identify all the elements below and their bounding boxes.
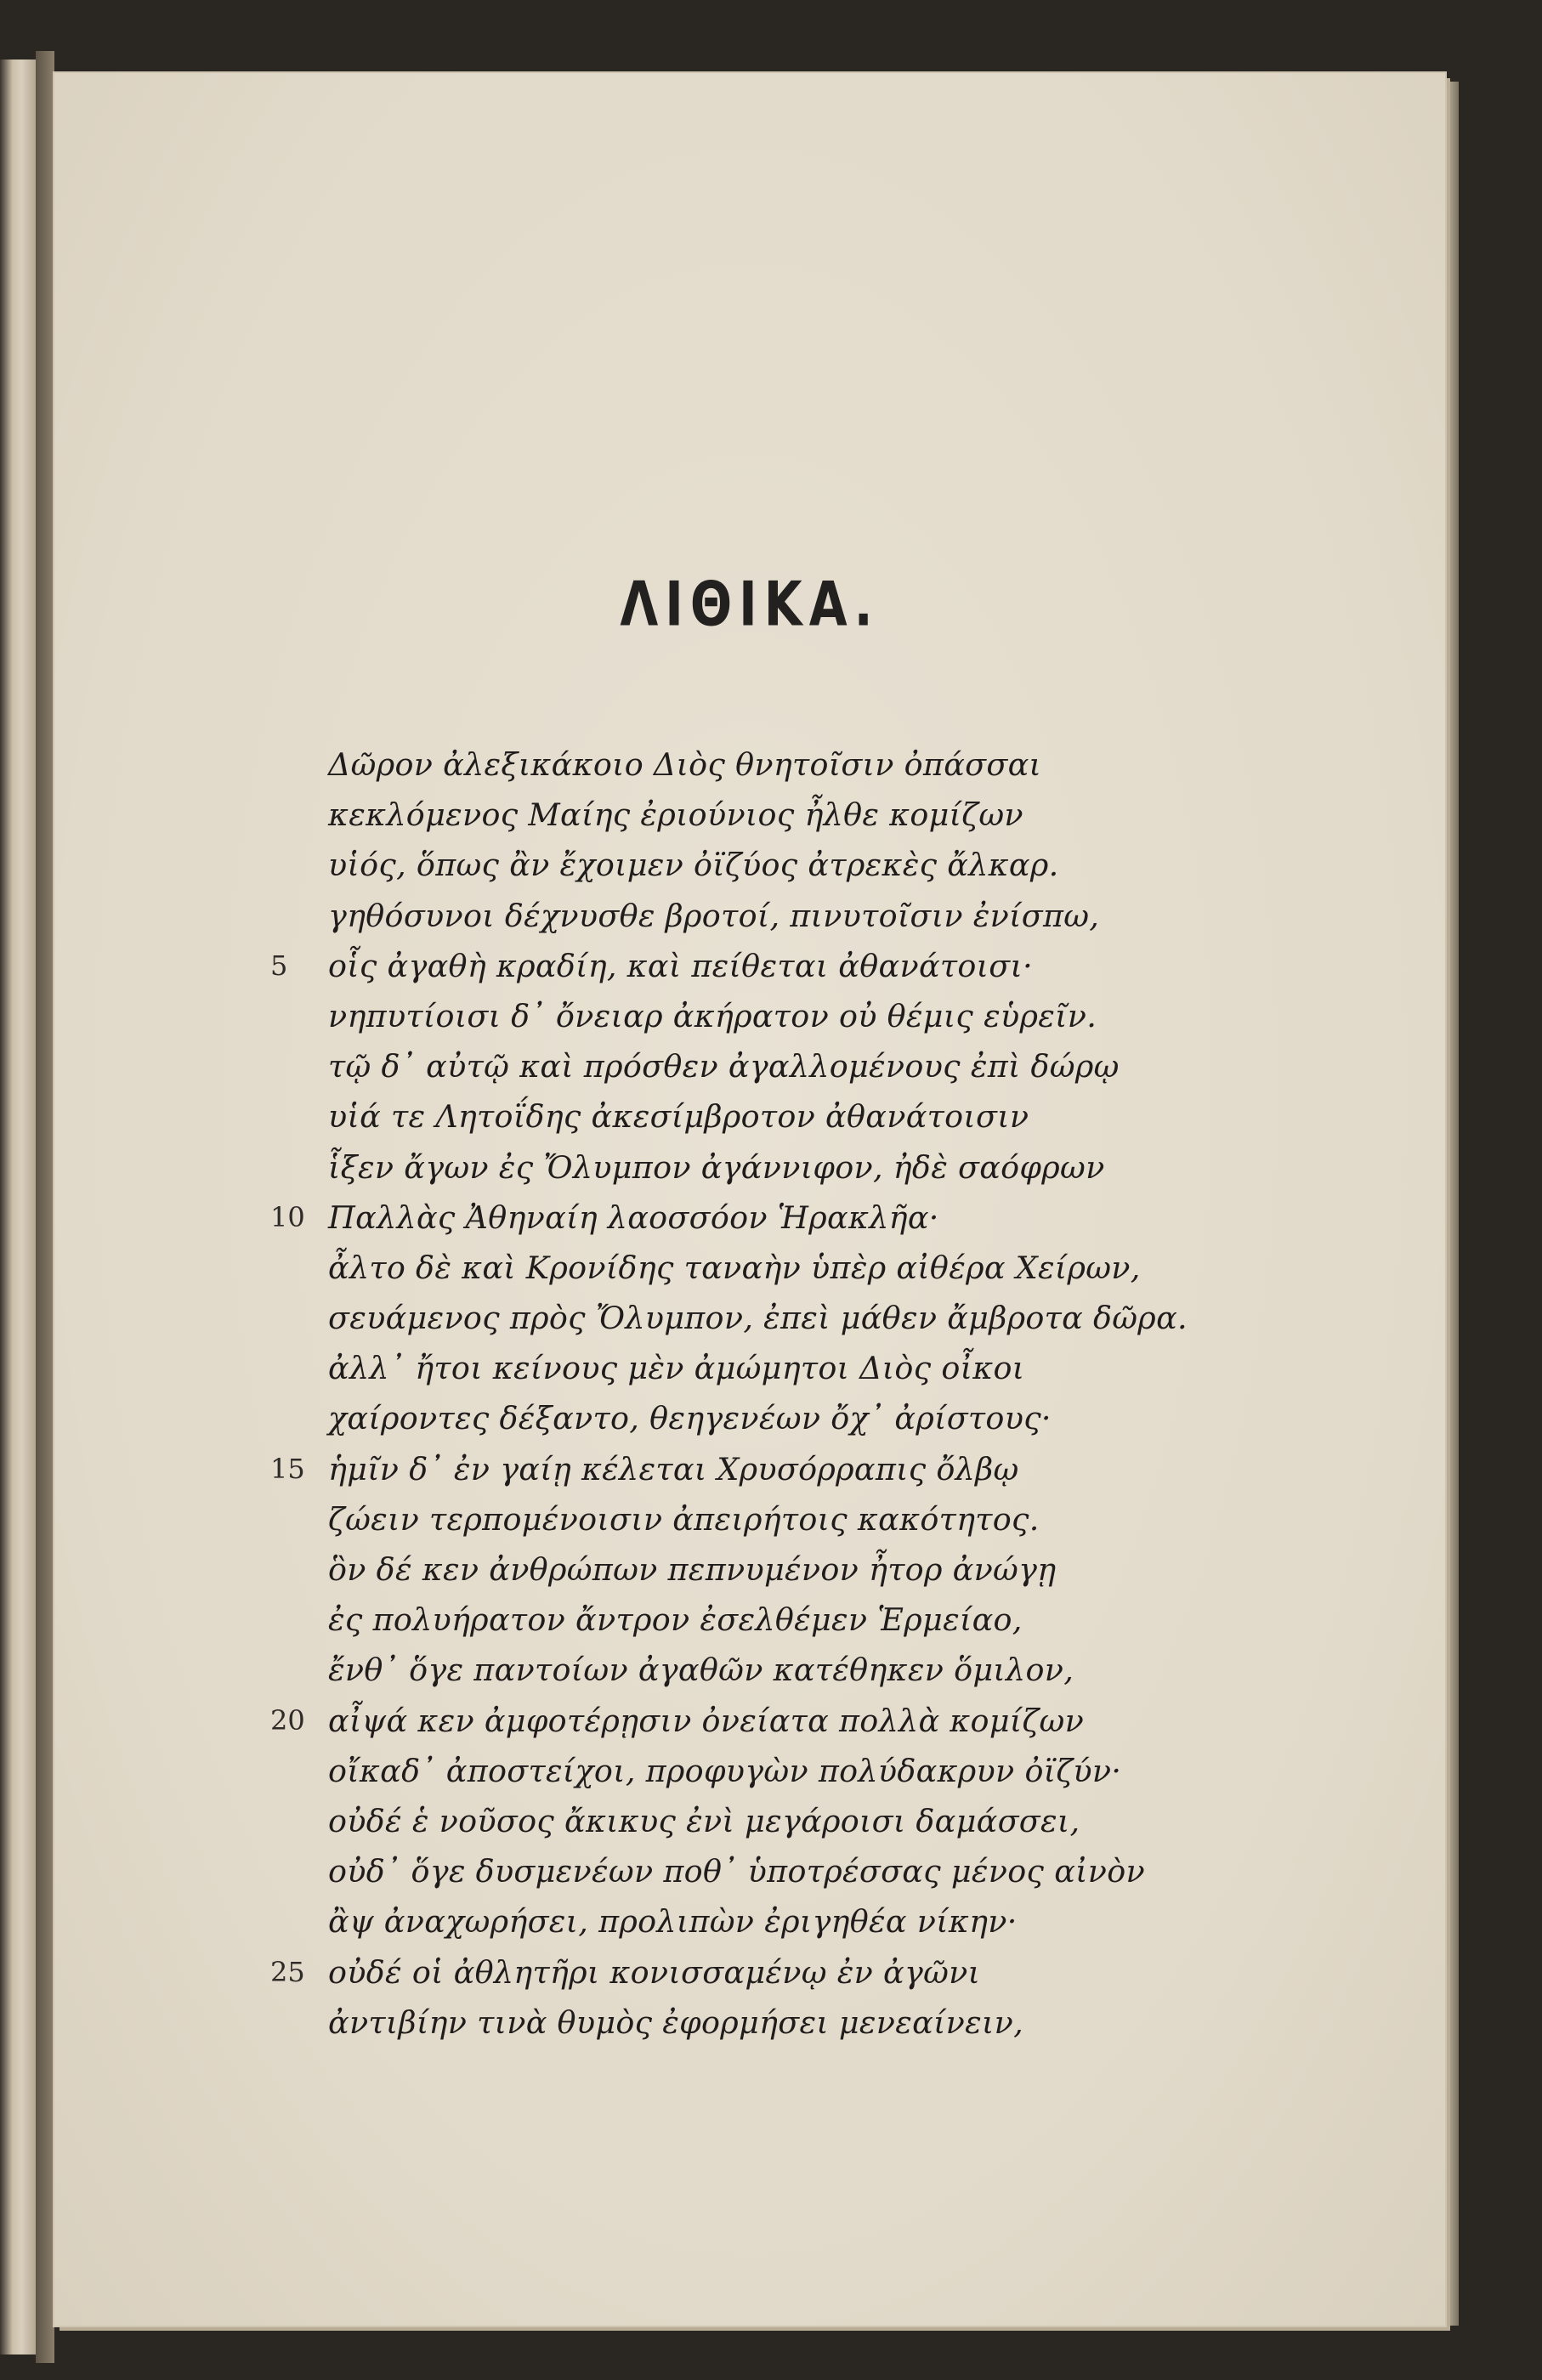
book-gutter bbox=[36, 51, 54, 2363]
verse-line bbox=[54, 1947, 1445, 1998]
verse-line bbox=[54, 1746, 1445, 1796]
verse-text: χαίροντες δέξαντο, θεηγενέων ὄχ᾽ ἀρίστους· bbox=[328, 1400, 1052, 1437]
line-number: 10 bbox=[270, 1200, 305, 1233]
verse-text: οἷς ἀγαθὴ κραδίη, καὶ πείθεται ἀθανάτοισι· bbox=[328, 947, 1034, 984]
verse-text: ἂψ ἀναχωρήσει, προλιπὼν ἐριγηθέα νίκην· bbox=[328, 1903, 1018, 1941]
verse-text: αἶψά κεν ἀμφοτέρῃσιν ὀνείατα πολλὰ κομίζων bbox=[328, 1702, 1085, 1739]
verse-text: ἀντιβίην τινὰ θυμὸς ἐφορμήσει μενεαίνειν, bbox=[328, 2003, 1024, 2041]
verse-line bbox=[54, 790, 1445, 840]
line-number: 15 bbox=[270, 1452, 305, 1485]
verse-line bbox=[54, 1142, 1445, 1193]
verse-line bbox=[54, 1544, 1445, 1595]
line-number: 5 bbox=[270, 949, 288, 982]
verse-text: ἐς πολυήρατον ἄντρον ἐσελθέμεν Ἑρμείαο, bbox=[328, 1601, 1023, 1639]
verse-text: υἱός, ὅπως ἂν ἔχοιμεν ὀϊζύος ἀτρεκὲς ἄλκαρ. bbox=[328, 847, 1059, 884]
verse-line bbox=[54, 1193, 1445, 1243]
verse-text: γηθόσυνοι δέχνυσθε βροτοί, πινυτοῖσιν ἐνίσπω, bbox=[328, 897, 1100, 934]
previous-page-edge bbox=[0, 60, 37, 2354]
verse-text: ἡμῖν δ᾽ ἐν γαίῃ κέλεται Χρυσόρραπις ὄλβῳ bbox=[328, 1450, 1019, 1488]
poem-text bbox=[54, 740, 1445, 2048]
verse-line bbox=[54, 1796, 1445, 1846]
verse-line bbox=[54, 941, 1445, 991]
verse-text: Παλλὰς Ἀθηναίη λαοσσόον Ἡρακλῆα· bbox=[328, 1198, 939, 1236]
verse-text: οὐδ᾽ ὅγε δυσμενέων ποθ᾽ ὑποτρέσσας μένος αἰνὸν bbox=[328, 1853, 1146, 1890]
verse-text: τῷ δ᾽ αὐτῷ καὶ πρόσθεν ἀγαλλομένους ἐπὶ δώρῳ bbox=[328, 1048, 1120, 1085]
book-page bbox=[54, 73, 1445, 2326]
verse-text: σευάμενος πρὸς Ὄλυμπον, ἐπεὶ μάθεν ἄμβροτα δῶρα. bbox=[328, 1300, 1188, 1337]
verse-line bbox=[54, 1091, 1445, 1142]
verse-text: ὃν δέ κεν ἀνθρώπων πεπνυμένον ἦτορ ἀνώγῃ bbox=[328, 1551, 1057, 1588]
verse-text: οὐδέ ἑ νοῦσος ἄκικυς ἐνὶ μεγάροισι δαμάσσει, bbox=[328, 1802, 1080, 1839]
verse-line bbox=[54, 1494, 1445, 1544]
verse-text: ζώειν τερπομένοισιν ἀπειρήτοις κακότητος. bbox=[328, 1500, 1040, 1538]
verse-line bbox=[54, 991, 1445, 1041]
verse-text: οἴκαδ᾽ ἀποστείχοι, προφυγὼν πολύδακρυν ὀϊζύν· bbox=[328, 1752, 1122, 1789]
verse-line bbox=[54, 1896, 1445, 1946]
verse-line bbox=[54, 1243, 1445, 1293]
verse-text: ἀλλ᾽ ἤτοι κείνους μὲν ἀμώμητοι Διὸς οἶκοι bbox=[328, 1350, 1025, 1387]
verse-line bbox=[54, 740, 1445, 790]
verse-line bbox=[54, 1998, 1445, 2048]
verse-line bbox=[54, 1645, 1445, 1695]
line-number: 25 bbox=[270, 1955, 305, 1988]
verse-text: υἱά τε Λητοΐδης ἀκεσίμβροτον ἀθανάτοισιν bbox=[328, 1098, 1029, 1136]
verse-text: ἷξεν ἄγων ἐς Ὄλυμπον ἀγάννιφον, ἠδὲ σαόφρων bbox=[328, 1148, 1105, 1186]
verse-line bbox=[54, 840, 1445, 890]
verse-line bbox=[54, 1343, 1445, 1393]
verse-text: Δῶρον ἀλεξικάκοιο Διὸς θνητοῖσιν ὀπάσσαι bbox=[328, 746, 1042, 783]
verse-line bbox=[54, 1595, 1445, 1645]
verse-line bbox=[54, 891, 1445, 941]
verse-text: οὐδέ οἱ ἀθλητῆρι κονισσαμένῳ ἐν ἀγῶνι bbox=[328, 1953, 981, 1991]
verse-text: ἆλτο δὲ καὶ Κρονίδης ταναὴν ὑπὲρ αἰθέρα Χείρων, bbox=[328, 1249, 1141, 1286]
verse-line bbox=[54, 1041, 1445, 1091]
verse-line bbox=[54, 1846, 1445, 1896]
verse-text: ἔνθ᾽ ὅγε παντοίων ἀγαθῶν κατέθηκεν ὅμιλον, bbox=[328, 1652, 1074, 1689]
page-stack-edge bbox=[1445, 82, 1459, 2326]
verse-line bbox=[54, 1444, 1445, 1494]
verse-line bbox=[54, 1293, 1445, 1343]
verse-line bbox=[54, 1696, 1445, 1746]
verse-line bbox=[54, 1393, 1445, 1443]
verse-text: νηπυτίοισι δ᾽ ὄνειαρ ἀκήρατον οὐ θέμις εὑρεῖν. bbox=[328, 997, 1097, 1034]
verse-text: κεκλόμενος Μαίης ἐριούνιος ἦλθε κομίζων bbox=[328, 796, 1023, 834]
line-number: 20 bbox=[270, 1703, 305, 1737]
page-title: ΛΙΘΙΚΑ. bbox=[620, 568, 880, 640]
